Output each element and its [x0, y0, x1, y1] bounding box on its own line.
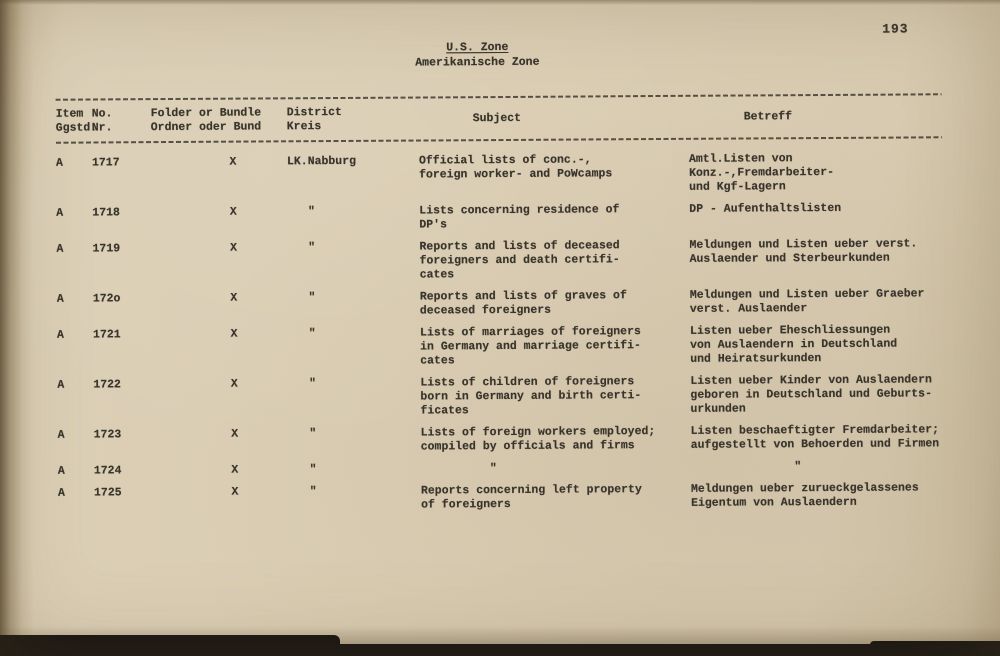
cell-no: 1723 [93, 428, 122, 442]
cell-no: 1718 [92, 206, 120, 220]
header-subject: Subject [472, 111, 522, 126]
archive-table [56, 93, 945, 522]
cell-district: " [288, 377, 317, 391]
cell-subject: Reports and lists of deceased foreigners and death certifi- cates [419, 239, 620, 282]
cell-folder: X [230, 241, 237, 255]
cell-no: 172o [92, 292, 121, 306]
cell-no: 1719 [92, 242, 121, 256]
table-row [57, 373, 943, 420]
dashed-rule-header [56, 136, 942, 143]
cell-betreff: Meldungen und Listen ueber verst. Auslaender und Sterbeurkunden [689, 237, 918, 266]
cell-subject: Lists of marriages of foreigners in Germany and marriage certifi- cates [419, 325, 641, 368]
cell-betreff: Meldungen und Listen ueber Graeber verst. Auslaender [689, 287, 925, 316]
table-row [58, 423, 944, 456]
cell-folder: X [230, 377, 238, 391]
header-folder-or-bundle: Folder or Bundle Ordner oder Bund [150, 106, 262, 135]
cell-subject: Lists of children of foreigners born in Germany and birth certi- ficates [420, 375, 642, 418]
cell-no: 1724 [93, 464, 122, 478]
header-no: No. Nr. [91, 107, 113, 135]
cell-subject: Lists of foreign workers employed; compiled by officials and firms [420, 425, 656, 454]
cell-folder: X [231, 485, 239, 499]
cell-item: A [56, 242, 64, 256]
cell-district: " [288, 427, 317, 441]
cell-betreff: Listen ueber Kinder von Auslaendern geboren in Deutschland und Geburts- urkunden [690, 373, 932, 416]
cell-betreff: " [690, 460, 802, 474]
cell-betreff: DP - Aufenthaltslisten [689, 201, 842, 216]
cell-betreff: Listen ueber Eheschliessungen von Auslaendern in Deutschland und Heiratsurkunden [689, 323, 898, 366]
cell-folder: X [230, 327, 238, 341]
page-subtitle: Amerikanische Zone [415, 55, 540, 70]
page-title: U.S. Zone [446, 40, 509, 55]
cell-no: 1721 [92, 328, 121, 342]
table-row [58, 459, 944, 478]
table-row [58, 481, 944, 514]
table-rows [56, 151, 944, 514]
cell-folder: X [231, 463, 239, 477]
cell-subject: Lists concerning residence of DP's [419, 203, 620, 232]
cell-district: " [288, 463, 317, 477]
header-district: District Kreis [286, 105, 342, 134]
cell-subject: Official lists of conc.-, foreign worker- and PoWcamps [418, 153, 613, 182]
cell-item: A [57, 486, 65, 500]
cell-subject: Reports and lists of graves of deceased foreigners [419, 289, 627, 318]
cell-subject: " [420, 462, 497, 476]
page-number: 193 [882, 21, 909, 37]
cell-item: A [56, 292, 64, 306]
cell-district: LK.Nabburg [286, 154, 357, 169]
table-row [57, 287, 943, 320]
cell-no: 1717 [91, 156, 120, 170]
cell-betreff: Meldungen ueber zurueckgelassenes Eigentum von Auslaendern [690, 481, 919, 510]
cell-district: " [287, 327, 316, 341]
cell-folder: X [229, 205, 237, 219]
cell-betreff: Amtl.Listen von Konz.-,Fremdarbeiter- und Kgf-Lagern [688, 152, 835, 194]
cell-no: 1722 [93, 378, 121, 392]
cell-district: " [288, 485, 317, 499]
cell-subject: Reports concerning left property of foreigners [420, 483, 642, 512]
table-row [56, 237, 942, 284]
cell-item: A [57, 428, 65, 442]
cell-folder: X [229, 155, 237, 169]
cell-no: 1725 [93, 486, 122, 500]
cell-folder: X [230, 291, 238, 305]
cell-item: A [55, 156, 63, 170]
cell-district: " [287, 205, 315, 219]
cell-district: " [287, 241, 316, 255]
cell-folder: X [231, 427, 239, 441]
cell-betreff: Listen beschaeftigter Fremdarbeiter; aufgestellt von Behoerden und Firmen [690, 423, 940, 452]
dashed-rule-top [56, 93, 942, 100]
table-row [56, 201, 942, 234]
title-block [0, 38, 956, 72]
cell-item: A [56, 206, 64, 220]
header-betreff: Betreff [743, 110, 793, 124]
cell-item: A [57, 464, 65, 478]
cell-item: A [57, 378, 65, 392]
header-item: Item Ggstd. [55, 107, 98, 135]
table-row [56, 151, 942, 198]
table-header-row [56, 102, 942, 135]
cell-district: " [287, 291, 316, 305]
cell-item: A [56, 328, 64, 342]
table-row [57, 323, 943, 370]
